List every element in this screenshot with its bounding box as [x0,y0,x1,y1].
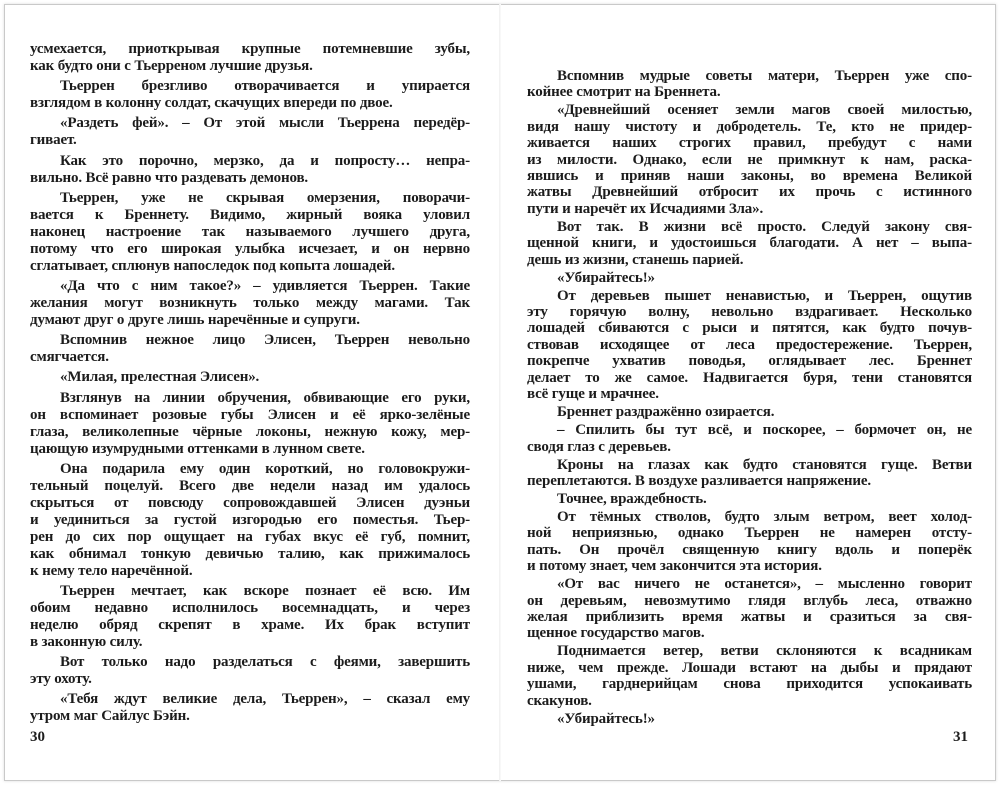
text-line: пать. Он прочёл священную книгу вдоль и поперёк [527,541,972,558]
paragraph [527,711,972,727]
text-line: желания могут возникнуть только между магами. Так [30,294,470,311]
text-line: и уединиться за густой изгородью его поместья. Тьер- [30,511,470,528]
text-line: щенное государство магов. [527,625,705,642]
text-line: потому что его широкая улыбка исчезает, и он нервно [30,240,470,257]
text-line: койнее смотрит на Бреннета. [527,84,721,101]
left-page-text [30,41,470,728]
text-line: ной неприязнью, однако Тьеррен не намерен отсту- [527,525,972,542]
text-line: Вспомнив нежное лицо Элисен, Тьеррен невольно [60,332,470,349]
text-line: из милости. Однако, если не примкнут к нам, раска- [527,151,972,168]
text-line: Тьеррен, уже не скрывая омерзения, поворачи- [60,189,470,206]
text-line: Тьеррен мечтает, как вскоре познает её всю. Им [60,582,470,599]
paragraph [30,691,470,725]
text-line: жатвы Древнейший отбросит их прочь с истинного [527,184,972,201]
text-line: Вот только надо разделаться с феями, завершить [60,654,470,671]
text-line: он вспоминает розовые губы Элисен и её ярко-зелёные [30,406,470,423]
paragraph [30,390,470,458]
text-line: «Да что с ним такое?» – удивляется Тьеррен. Такие [60,277,470,294]
book-gutter [499,4,501,781]
paragraph [527,643,972,709]
text-line: как будто они с Тьерреном лучшие друзья. [30,58,313,74]
text-line: как обнимал тонкую девичью талию, как прижималось [30,545,470,562]
text-line: эту охоту. [30,671,92,688]
text-line: сводя глаз с деревьев. [527,438,671,455]
text-line: «Раздеть фей». – От этой мысли Тьеррена передёр- [60,115,470,132]
text-line: скакунов. [527,692,592,709]
right-page-text [527,68,972,729]
text-line: переплетаются. В воздухе разливается напряжение. [527,472,871,489]
text-line: пути и наречёт их Исчадиями Зла». [527,200,764,217]
text-line: усмехается, приоткрывая крупные потемневшие зубы, [30,41,470,57]
text-line: лошадей сбиваются с рыси и пятятся, как будто почув- [527,320,972,337]
text-line: к нему тело наречённой. [30,562,193,579]
paragraph [527,68,972,101]
paragraph [30,332,470,366]
text-line: Кроны на глазах как будто становятся гуще. Ветви [557,456,972,473]
paragraph [30,654,470,688]
text-line: взглядом в колонну солдат, скачущих впереди по двое. [30,95,393,112]
text-line: «Убирайтесь!» [557,269,655,286]
text-line: Как это порочно, мерзко, да и попросту… непра- [60,152,470,169]
text-line: ствовав исходящее от леса предостережение. Тьеррен, [527,336,972,353]
paragraph [527,288,972,403]
paragraph [527,509,972,575]
text-line: дешь из жизни, станешь парией. [527,251,744,268]
text-line: эту горячую волну, невольно вздрагивает. Несколько [527,304,972,321]
text-line: глаза, великолепные чёрные локоны, нежную кожу, мер- [30,423,470,440]
paragraph [527,457,972,490]
text-line: «От вас ничего не останется», – мысленно говорит [557,576,972,593]
text-line: «Древнейший осеняет земли магов своей милостью, [557,102,972,119]
text-line: Тьеррен брезгливо отворачивается и упирается [60,78,470,95]
text-line: смягчается. [30,349,109,366]
text-line: делает то же самое. Надвигается буря, тени становятся [527,369,972,386]
text-line: рен до сих пор ощущает на губах вкус её губ, помнит, [30,528,470,545]
paragraph [527,422,972,455]
paragraph [527,102,972,217]
text-line: Бреннет раздражённо озирается. [557,404,775,421]
text-line: в законную силу. [30,633,143,650]
text-line: видя нашу чистоту и добродетель. Те, кто не придер- [527,118,972,135]
text-line: гивает. [30,132,77,149]
text-line: ушами, гарднерийцам снова приходится успокаивать [527,676,972,693]
paragraph [30,190,470,275]
text-line: «Убирайтесь!» [557,710,655,727]
text-line: желая приблизить время жатвы и сразиться за свя- [527,608,972,625]
text-line: обоим недавно исполнилось восемнадцать, и через [30,599,470,616]
text-line: Она подарила ему один короткий, но головокружи- [60,460,470,477]
paragraph [527,404,972,420]
text-line: вильно. Всё равно что раздевать демонов. [30,169,309,186]
text-line: – Спилить бы тут всё, и поскорее, – бормочет он, не [557,422,972,439]
text-line: щенной книги, и удостоишься благодати. А нет – выпа- [527,235,972,252]
text-line: тельный поцелуй. Всего две недели назад им удалось [30,477,470,494]
paragraph [30,78,470,112]
text-line: неделю обряд скрепят в храме. Их брак вступит [30,616,470,633]
text-line: утром маг Сайлус Бэйн. [30,708,190,725]
text-line: Точнее, враждебность. [557,490,707,507]
text-line: «Тебя ждут великие дела, Тьеррен», – сказал ему [60,691,470,708]
paragraph [527,576,972,642]
paragraph [527,270,972,286]
text-line: думают друг о друге лишь наречённые и супруги. [30,311,360,328]
text-line: он деревьям, невозмутимо глядя вглубь леса, отважно [527,592,972,609]
text-line: всё гуще и мрачнее. [527,386,659,403]
text-line: Поднимается ветер, ветви склоняются к всадникам [557,643,972,660]
text-line: От деревьев пышет ненавистью, и Тьеррен, ощутив [557,287,972,304]
text-line: покрепче ухватив поводья, оглядывает лес. Бреннет [527,353,972,370]
text-line: Вспомнив мудрые советы матери, Тьеррен уже спо- [557,68,972,84]
page-number-right: 31 [953,729,968,745]
text-line: Вот так. В жизни всё просто. Следуй закону свя- [557,218,972,235]
paragraph [30,153,470,187]
paragraph [30,278,470,329]
text-line: «Милая, прелестная Элисен». [60,369,260,386]
text-line: явшись и приняв наши законы, во времена Великой [527,168,972,185]
paragraph [30,369,470,386]
text-line: живается наших строгих правил, пребудут с нами [527,135,972,152]
paragraph [30,115,470,149]
text-line: ниже, чем прежде. Лошади встают на дыбы и прядают [527,659,972,676]
paragraph [30,41,470,75]
text-line: наконец настроение так называемого лучшего друга, [30,223,470,240]
text-line: скрыться от повсюду сопровождавшей Элисен дуэньи [30,494,470,511]
text-line: цающую изумрудными оттенками в лунном свете. [30,440,365,457]
text-line: Взглянув на линии обручения, обвивающие его руки, [60,389,470,406]
text-line: вается к Бреннету. Видимо, жирный вояка уловил [30,206,470,223]
paragraph [527,491,972,507]
text-line: сглатывает, сплюнув напоследок под копыта лошадей. [30,257,395,274]
text-line: и потому знает, чем закончится эта история. [527,558,822,575]
paragraph [30,461,470,580]
paragraph [527,219,972,268]
paragraph [30,583,470,651]
page-number-left: 30 [30,729,45,745]
text-line: От тёмных стволов, будто злым ветром, веет холод- [557,508,972,525]
